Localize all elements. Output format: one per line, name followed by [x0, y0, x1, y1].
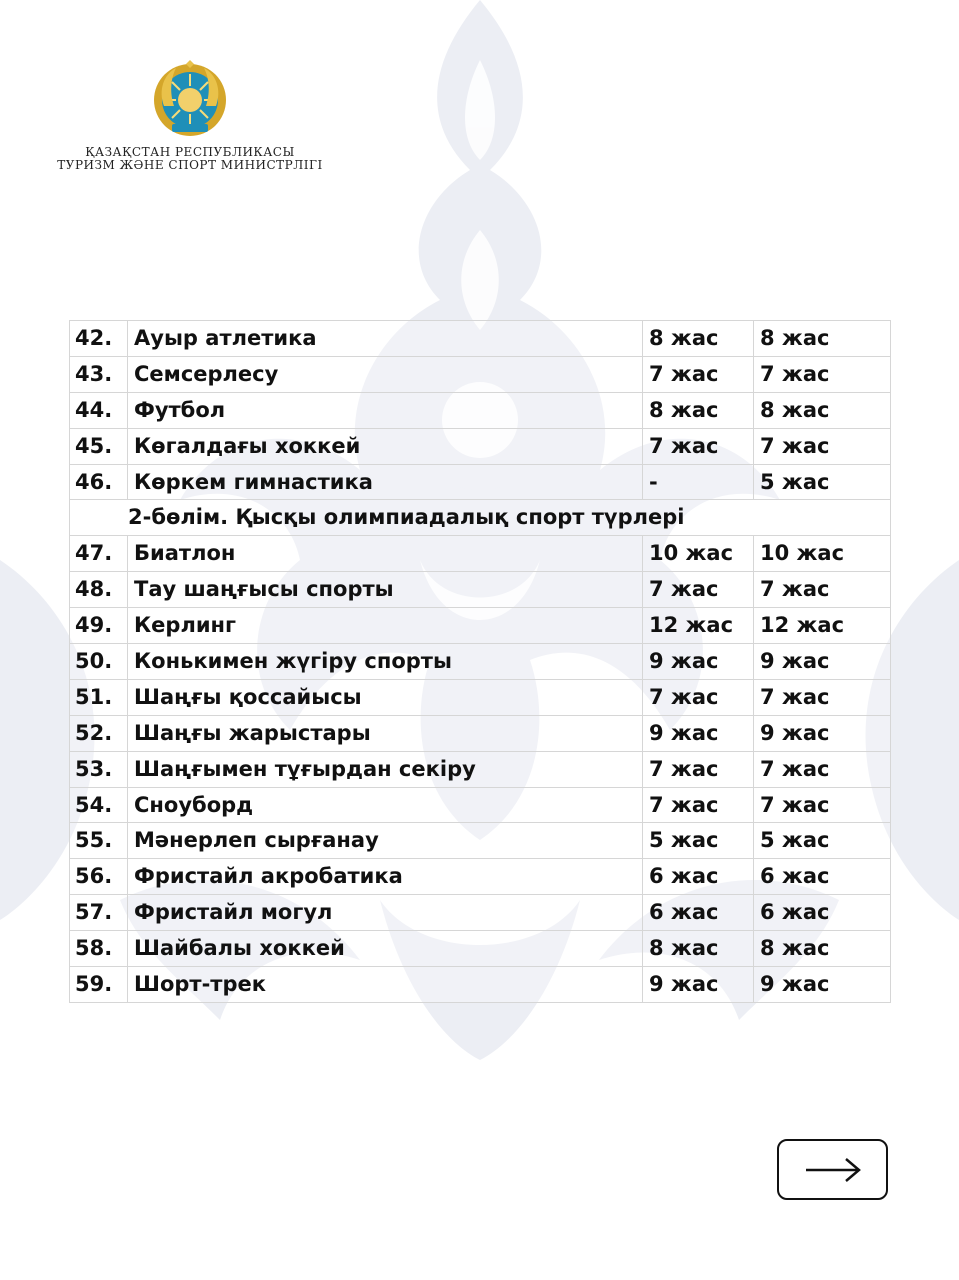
- age-value: 7 жас: [754, 572, 891, 608]
- table-row: [70, 608, 891, 644]
- age-value: 7 жас: [754, 356, 891, 392]
- age-value: -: [643, 464, 754, 500]
- sport-name: Фристайл могул: [128, 895, 643, 931]
- state-emblem-icon: [150, 60, 230, 140]
- table-row: [70, 572, 891, 608]
- age-value: 12 жас: [643, 608, 754, 644]
- age-value: 8 жас: [754, 931, 891, 967]
- age-value: 9 жас: [643, 715, 754, 751]
- sport-name: Шаңғы жарыстары: [128, 715, 643, 751]
- sport-name: Семсерлесу: [128, 356, 643, 392]
- sport-name: Шаңғымен тұғырдан секіру: [128, 751, 643, 787]
- table-row: [70, 356, 891, 392]
- section-header-row: [70, 500, 891, 536]
- row-number: 58.: [70, 931, 128, 967]
- age-value: 10 жас: [754, 536, 891, 572]
- table-row: [70, 715, 891, 751]
- age-value: 6 жас: [754, 895, 891, 931]
- row-number: 50.: [70, 644, 128, 680]
- table-row: [70, 823, 891, 859]
- age-value: 7 жас: [643, 356, 754, 392]
- ministry-name: [40, 146, 340, 172]
- table-row: [70, 428, 891, 464]
- table-row: [70, 895, 891, 931]
- row-number: 44.: [70, 392, 128, 428]
- age-value: 7 жас: [754, 679, 891, 715]
- row-number: 47.: [70, 536, 128, 572]
- next-page-button[interactable]: [777, 1139, 888, 1200]
- table-row: [70, 859, 891, 895]
- age-value: 9 жас: [643, 644, 754, 680]
- sport-name: Шаңғы қоссайысы: [128, 679, 643, 715]
- sport-name: Сноуборд: [128, 787, 643, 823]
- age-value: 9 жас: [754, 644, 891, 680]
- age-value: 6 жас: [754, 859, 891, 895]
- section-title: 2-бөлім. Қысқы олимпиадалық спорт түрлері: [70, 500, 891, 536]
- age-value: 6 жас: [643, 895, 754, 931]
- ministry-line-1: ҚАЗАҚСТАН РЕСПУБЛИКАСЫ: [85, 145, 295, 159]
- age-value: 7 жас: [754, 428, 891, 464]
- sport-name: Фристайл акробатика: [128, 859, 643, 895]
- sports-age-table: [69, 320, 891, 1003]
- ministry-line-2: ТУРИЗМ ЖӘНЕ СПОРТ МИНИСТРЛІГІ: [57, 158, 323, 172]
- row-number: 45.: [70, 428, 128, 464]
- sport-name: Мәнерлеп сырғанау: [128, 823, 643, 859]
- age-value: 5 жас: [754, 823, 891, 859]
- age-value: 8 жас: [754, 321, 891, 357]
- table-row: [70, 967, 891, 1003]
- table-row: [70, 679, 891, 715]
- age-value: 5 жас: [643, 823, 754, 859]
- age-value: 7 жас: [754, 751, 891, 787]
- row-number: 43.: [70, 356, 128, 392]
- row-number: 56.: [70, 859, 128, 895]
- sport-name: Көгалдағы хоккей: [128, 428, 643, 464]
- table-row: [70, 931, 891, 967]
- sport-name: Конькимен жүгіру спорты: [128, 644, 643, 680]
- row-number: 54.: [70, 787, 128, 823]
- row-number: 42.: [70, 321, 128, 357]
- age-value: 7 жас: [643, 679, 754, 715]
- row-number: 46.: [70, 464, 128, 500]
- age-value: 8 жас: [643, 392, 754, 428]
- row-number: 53.: [70, 751, 128, 787]
- sport-name: Футбол: [128, 392, 643, 428]
- age-value: 12 жас: [754, 608, 891, 644]
- table-row: [70, 751, 891, 787]
- table-row: [70, 392, 891, 428]
- age-value: 5 жас: [754, 464, 891, 500]
- sport-name: Шорт-трек: [128, 967, 643, 1003]
- table-row: [70, 321, 891, 357]
- sport-name: Шайбалы хоккей: [128, 931, 643, 967]
- sport-name: Ауыр атлетика: [128, 321, 643, 357]
- table-row: [70, 787, 891, 823]
- age-value: 6 жас: [643, 859, 754, 895]
- row-number: 48.: [70, 572, 128, 608]
- age-value: 9 жас: [643, 967, 754, 1003]
- row-number: 59.: [70, 967, 128, 1003]
- age-value: 7 жас: [643, 751, 754, 787]
- ministry-header: [40, 60, 340, 172]
- sport-name: Тау шаңғысы спорты: [128, 572, 643, 608]
- row-number: 51.: [70, 679, 128, 715]
- arrow-right-icon: [804, 1155, 862, 1185]
- sport-name: Биатлон: [128, 536, 643, 572]
- age-value: 9 жас: [754, 715, 891, 751]
- age-value: 7 жас: [643, 572, 754, 608]
- age-value: 9 жас: [754, 967, 891, 1003]
- row-number: 49.: [70, 608, 128, 644]
- age-value: 10 жас: [643, 536, 754, 572]
- row-number: 52.: [70, 715, 128, 751]
- sport-name: Көркем гимнастика: [128, 464, 643, 500]
- table-row: [70, 644, 891, 680]
- age-value: 8 жас: [643, 931, 754, 967]
- row-number: 57.: [70, 895, 128, 931]
- table-row: [70, 464, 891, 500]
- age-value: 7 жас: [643, 428, 754, 464]
- age-value: 7 жас: [754, 787, 891, 823]
- age-value: 8 жас: [643, 321, 754, 357]
- age-value: 8 жас: [754, 392, 891, 428]
- row-number: 55.: [70, 823, 128, 859]
- age-value: 7 жас: [643, 787, 754, 823]
- sport-name: Керлинг: [128, 608, 643, 644]
- table-row: [70, 536, 891, 572]
